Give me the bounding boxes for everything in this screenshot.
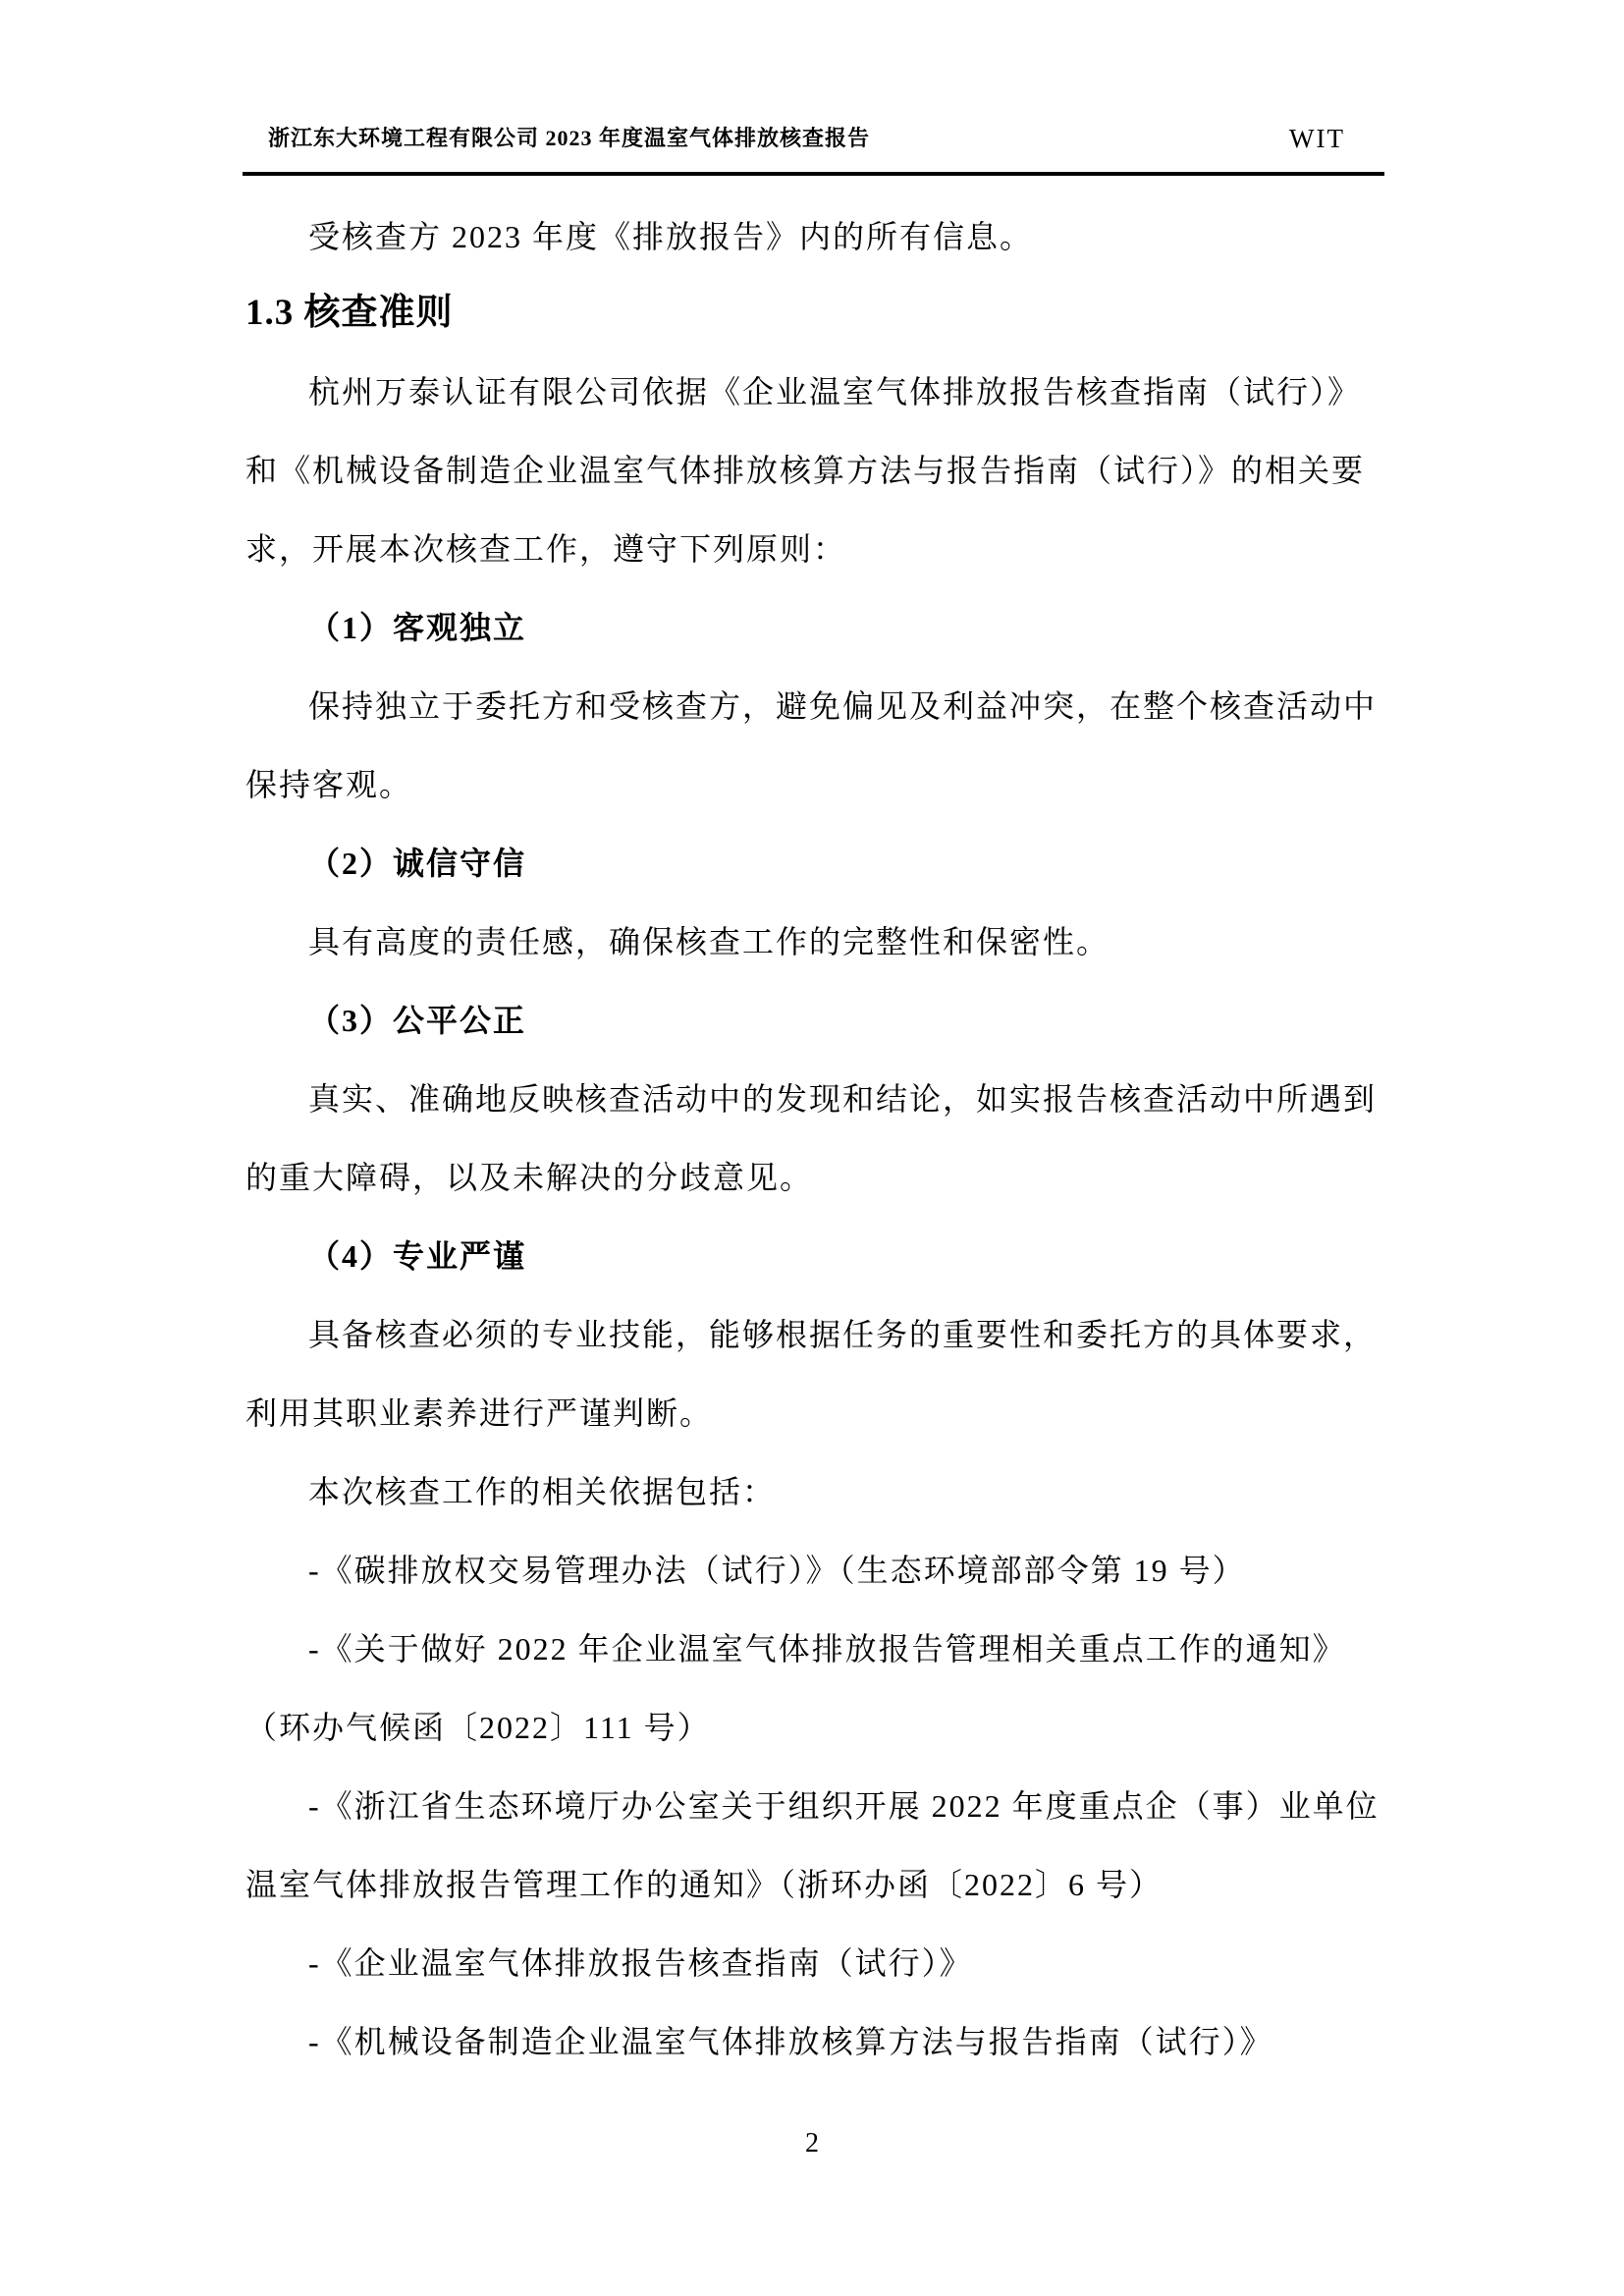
body-line: -《关于做好 2022 年企业温室气体排放报告管理相关重点工作的通知》 [308, 1631, 1346, 1667]
body-line: 保持独立于委托方和受核查方，避免偏见及利益冲突，在整个核查活动中 [308, 688, 1378, 724]
body-line: -《碳排放权交易管理办法（试行）》（生态环境部部令第 19 号） [308, 1553, 1246, 1588]
body-line: 具有高度的责任感，确保核查工作的完整性和保密性。 [308, 924, 1110, 959]
body-line: （1）客观独立 [308, 610, 527, 645]
body-line: -《机械设备制造企业温室气体排放核算方法与报告指南（试行）》 [308, 2024, 1273, 2059]
body-line: 和《机械设备制造企业温室气体排放核算方法与报告指南（试行）》的相关要 [245, 453, 1366, 488]
body-line: （2）诚信守信 [308, 846, 527, 881]
body-line: 本次核查工作的相关依据包括： [308, 1474, 777, 1509]
body-line: 利用其职业素养进行严谨判断。 [245, 1395, 714, 1431]
body-line: 求，开展本次核查工作，遵守下列原则： [245, 531, 847, 567]
header-logo-text: WIT [1289, 124, 1345, 153]
body-line: 温室气体排放报告管理工作的通知》（浙环办函〔2022〕6 号） [245, 1867, 1164, 1902]
body-line: 保持客观。 [245, 767, 413, 802]
body-line: 真实、准确地反映核查活动中的发现和结论，如实报告核查活动中所遇到 [308, 1081, 1378, 1117]
body-line: 的重大障碍，以及未解决的分歧意见。 [245, 1160, 814, 1195]
page-number: 2 [805, 2128, 819, 2159]
header-divider [243, 172, 1384, 176]
document-body [245, 217, 1384, 2101]
body-line: -《浙江省生态环境厅办公室关于组织开展 2022 年度重点企（事）业单位 [308, 1788, 1380, 1824]
body-line: 受核查方 2023 年度《排放报告》内的所有信息。 [308, 219, 1034, 254]
body-line: （4）专业严谨 [308, 1238, 527, 1274]
body-line: 具备核查必须的专业技能，能够根据任务的重要性和委托方的具体要求， [308, 1317, 1378, 1352]
header-title: 浙江东大环境工程有限公司 2023 年度温室气体排放核查报告 [268, 126, 871, 150]
page-header [243, 122, 1384, 152]
body-line: （3）公平公正 [308, 1003, 527, 1038]
body-line: -《企业温室气体排放报告核查指南（试行）》 [308, 1945, 973, 1981]
section-heading: 1.3 核查准则 [245, 293, 454, 333]
body-line: 杭州万泰认证有限公司依据《企业温室气体排放报告核查指南（试行）》 [308, 374, 1362, 410]
body-line: （环办气候函〔2022〕111 号） [245, 1710, 711, 1745]
